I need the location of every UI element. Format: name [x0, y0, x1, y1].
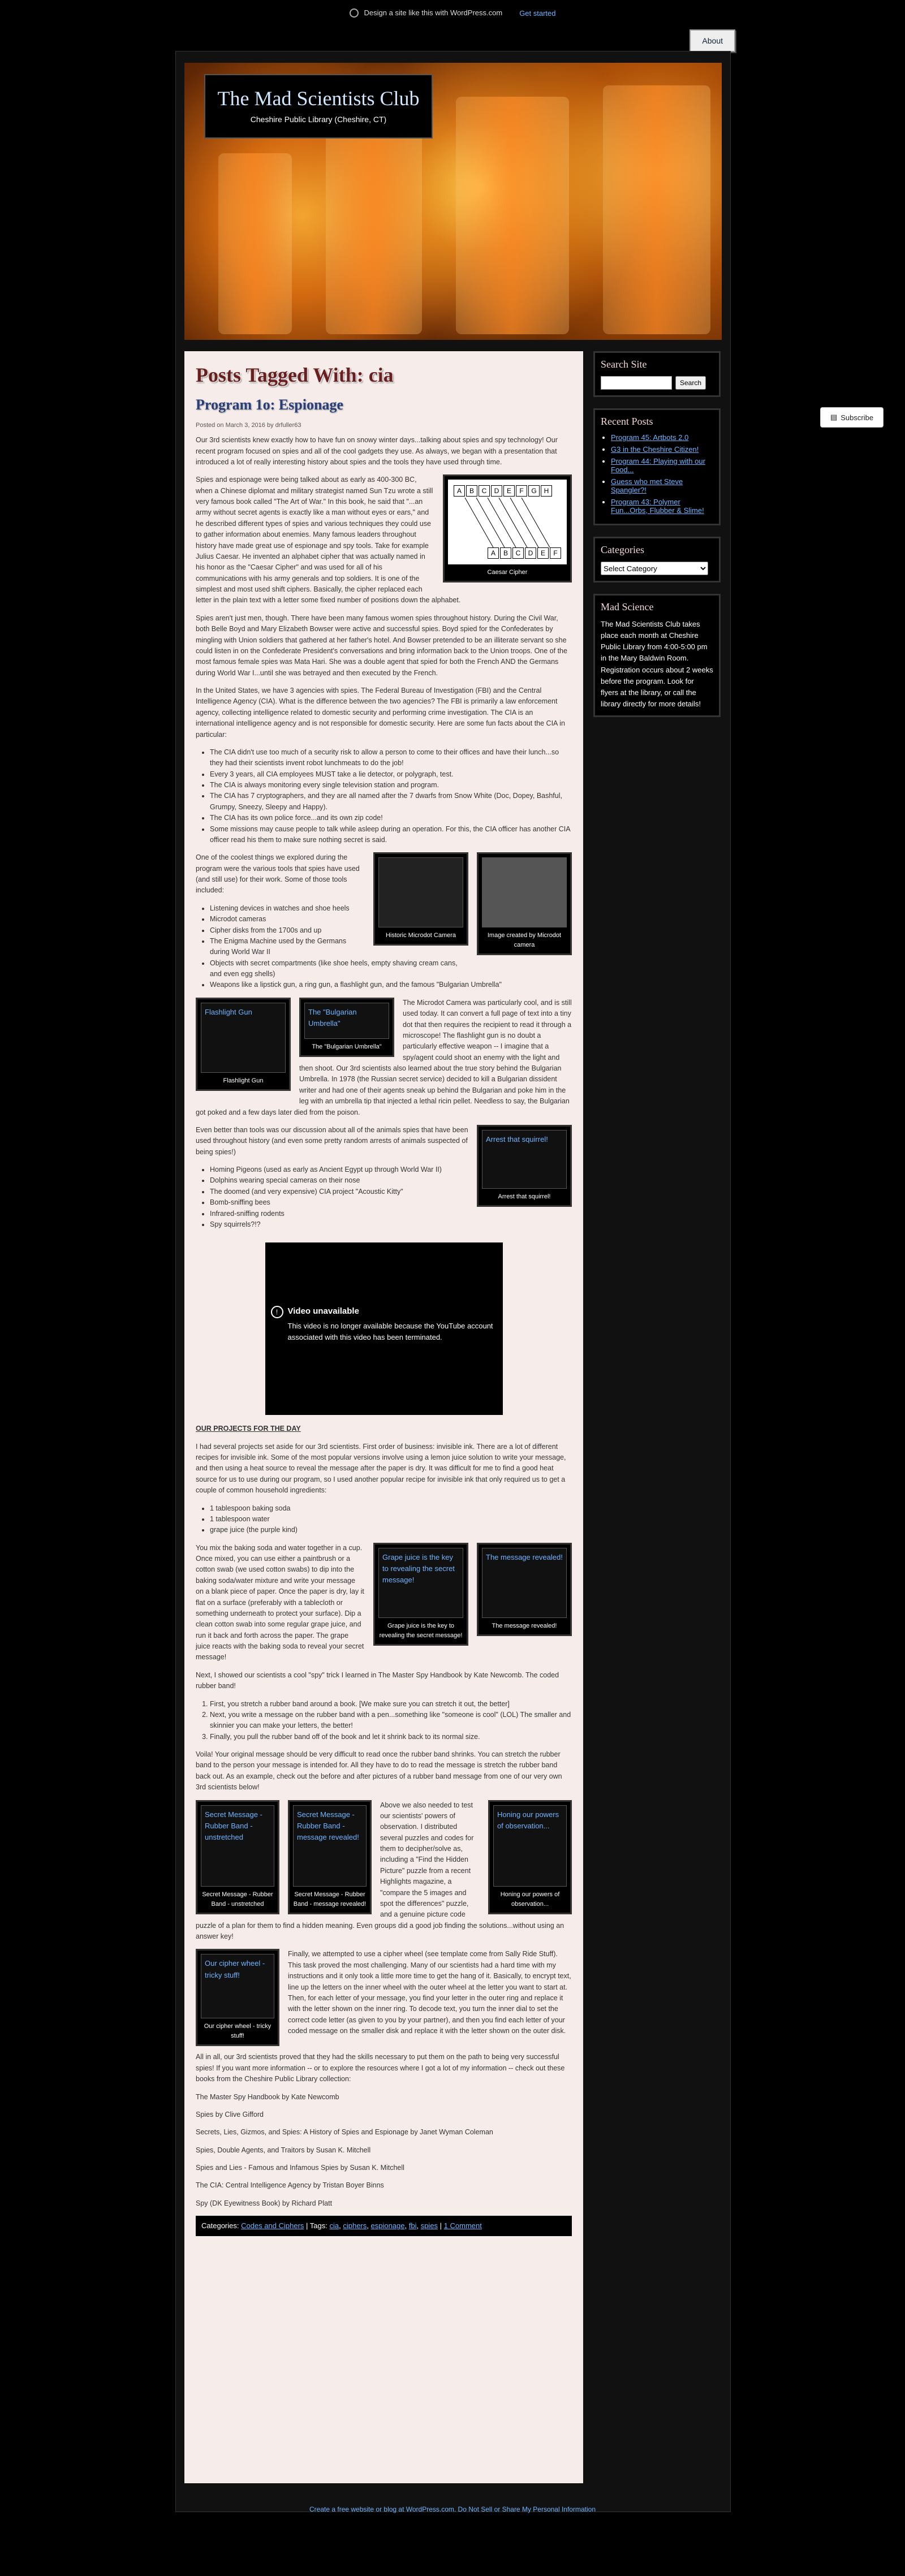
list-item: • grape juice (the purple kind) [210, 1525, 572, 1535]
paragraph: Spies aren't just men, though. There have been many famous women spies throughout history. During the Civil War, both Belle Boyd and Mary Elizabeth Bowser were active and successful spies. Boyd spied for the Confederates by mingling with Union soldiers that gathered at her father's hotel. And Bowser pretended to be an illiterate servant so she could listen in on the Confederate President's conversations and bring information back to the Union troops. One of the most famous female spies was Mata Hari. She was a double agent that spied for both the French AND the Germans during World War I...until she was betrayed and then executed by the French. [196, 614, 567, 677]
figure-rubber-band-revealed[interactable] [288, 1800, 372, 1914]
paragraph: The Microdot Camera was particularly cool, and is still used today. It can convert a full page of text into a tiny dot that then requires the recipient to read it through a microscope! The flashlight gun is no doubt a particularly effective weapon -- I imagine that a spy/agent could shoot an enemy with the light and then shoot. Our 3rd scientists also learned about the true story behind the Bulgarian Umbrella. In 1978 (the Russian secret service) decided to kill a Bulgarian dissident writer and had one of their agents sneak up behind the Bulgarian and poke him in the leg with an umbrella tip that injected a lethal ricin pellet. Needless to say, the Bulgarian got poked and a few days later died from the poison. [196, 998, 572, 1116]
figure-caesar-cipher[interactable] [443, 474, 572, 582]
main-content [184, 351, 583, 2483]
wordpress-logo-icon [350, 8, 359, 18]
figure-caption: Historic Microdot Camera [385, 932, 456, 939]
list-item: • Weapons like a lipstick gun, a ring gun, a flashlight gun, and the famous "Bulgarian Umbrella" [210, 980, 572, 990]
list-item: • Every 3 years, all CIA employees MUST take a lie detector, or polygraph, test. [210, 769, 572, 780]
cipher-letter: C [479, 485, 490, 497]
figure-caption: Secret Message - Rubber Band - message revealed! [293, 1891, 367, 1908]
paragraph: Even better than tools was our discussion about all of the animals spies that have been used throughout history (and even some pretty random arrests of animals suspected of being spies!) [196, 1125, 468, 1156]
cipher-letter: F [516, 485, 527, 497]
message-revealed-image: The message revealed! [482, 1548, 567, 1618]
beaker-image [603, 85, 710, 334]
figure-observation[interactable] [488, 1800, 572, 1914]
ingredients-list [196, 1503, 572, 1536]
flashlight-gun-image: Flashlight Gun [201, 1003, 286, 1073]
figure-squirrel[interactable] [477, 1125, 572, 1207]
beaker-image [326, 131, 422, 334]
microdot-image [482, 857, 567, 927]
tag-link[interactable]: espionage [370, 2221, 405, 2230]
video-unavailable-message [275, 1305, 503, 1343]
get-started-link[interactable]: Get started [519, 8, 556, 18]
rubber-band-revealed-image: Secret Message - Rubber Band - message revealed! [293, 1805, 367, 1887]
figure-caption: Secret Message - Rubber Band - unstretched [202, 1891, 273, 1908]
cipher-bottom-row [488, 547, 562, 559]
microdot-camera-image [378, 857, 463, 927]
cipher-letter: E [503, 485, 515, 497]
book-link[interactable]: Spies and Lies - Famous and Infamous Spies by Susan K. Mitchell [196, 2164, 404, 2172]
rubber-band-unstretched-image: Secret Message - Rubber Band - unstretched [201, 1805, 274, 1887]
recent-post-link[interactable]: G3 in the Cheshire Citizen! [611, 445, 699, 454]
list-item: • Objects with secret compartments (like shoe heels, empty shaving cream cans, and even egg shells) [210, 958, 572, 980]
squirrel-image: Arrest that squirrel! [482, 1130, 567, 1189]
widget-title: Recent Posts [601, 416, 653, 427]
wordpress-promo [350, 8, 503, 18]
categories-widget [593, 537, 721, 582]
paragraph: I had several projects set aside for our 3rd scientists. First order of business: invisible ink. There are a lot of different recipes for invisible ink. Some of the most popular versions involve using a lemon juice solution to write your message, and then using a heat source to reveal the message after the paper is dry. It was difficult for me to find a good heat source for us to use during our program, so I used another popular recipe for invisible ink that only required us to get a couple of common household ingredients: [196, 1442, 566, 1495]
site-header-image [184, 63, 722, 340]
cipher-letter: E [537, 547, 549, 559]
list-item: • Homing Pigeons (used as early as Ancient Egypt up through World War II) [210, 1164, 572, 1175]
paragraph: Our 3rd scientists knew exactly how to have fun on snowy winter days...talking about spies and spy technology! Our recent program focused on spies and all of the cool gadgets they use. As always, we began with a presentation that introduced a lot of really interesting history about spies and the tools they have used through time. [196, 436, 558, 466]
category-link[interactable]: Codes and Ciphers [241, 2221, 304, 2230]
subscribe-icon: ▤ [830, 413, 838, 421]
list-item [611, 477, 713, 494]
figure-grape-juice[interactable] [373, 1543, 468, 1646]
search-widget [593, 351, 721, 397]
wordpress-promo-text: Design a site like this with WordPress.com [364, 8, 503, 17]
list-item: 3. Finally, you pull the rubber band off of the book and let it shrink back to its normal size. [210, 1732, 572, 1742]
paragraph: One of the coolest things we explored during the program were the various tools that spies have used (and still use) for their work. Some of those tools included: [196, 853, 360, 895]
figure-cipher-wheel[interactable] [196, 1949, 279, 2046]
recent-post-link[interactable]: Program 43: Polymer Fun...Orbs, Flubber & Slime! [611, 498, 704, 515]
cipher-letter: A [488, 547, 499, 559]
list-item: • The CIA has its own police force...and its own zip code! [210, 813, 572, 823]
figure-microdot-camera[interactable] [373, 852, 468, 946]
search-input[interactable] [601, 376, 672, 390]
entry-meta: Posted on March 3, 2016 by drfuller63 [196, 422, 301, 429]
figure-caption: Our cipher wheel - tricky stuff! [204, 2023, 272, 2040]
projects-heading: OUR PROJECTS FOR THE DAY [196, 1425, 301, 1433]
widget-title: Search Site [601, 359, 647, 370]
list-item: • Infrared-sniffing rodents [210, 1209, 572, 1219]
figure-flashlight-gun[interactable] [196, 998, 291, 1091]
cipher-letter: B [500, 547, 511, 559]
figure-message-revealed[interactable] [477, 1543, 572, 1636]
list-item: • Bomb-sniffing bees [210, 1197, 572, 1208]
book-link[interactable]: The Master Spy Handbook by Kate Newcomb [196, 2092, 339, 2101]
paragraph: All in all, our 3rd scientists proved that they had the skills necessary to put them on the path to being very successful spies! If you want more information -- or to explore the resources where I got a lot of my information -- check out these books from the Cheshire Public Library collection: [196, 2053, 565, 2083]
paragraph: Above we also needed to test our scientists' powers of observation. I distributed several puzzles and codes for them to decipher/solve as, including a "Find the Hidden Picture" puzzle from a recent Highlights magazine, a "compare the 5 images and spot the differences" puzzle, and a genuine picture code puzzle of a plan for them to find a hidden meaning. Even groups did a good job finding the solutions...without using an answer key! [196, 1801, 564, 1941]
figure-caption: Flashlight Gun [223, 1077, 264, 1084]
list-item: • The Enigma Machine used by the Germans during World War II [210, 936, 572, 958]
book-link[interactable]: The CIA: Central Intelligence Agency by Tristan Boyer Binns [196, 2181, 384, 2190]
list-item: • Dolphins wearing special cameras on their nose [210, 1175, 572, 1186]
umbrella-image: The "Bulgarian Umbrella" [304, 1003, 389, 1039]
site-title[interactable]: The Mad Scientists Club [217, 87, 420, 110]
cipher-letter: H [541, 485, 552, 497]
list-item: • Listening devices in watches and shoe heels [210, 903, 572, 914]
site-title-box [204, 74, 433, 139]
list-item: • Cipher disks from the 1700s and up [210, 925, 572, 936]
list-item: • The CIA didn't use too much of a security risk to allow a person to come to their offices and have their lunch...so they had their scientists invent robot lunchmeats to do the job! [210, 747, 572, 769]
book-link[interactable]: Secrets, Lies, Gizmos, and Spies: A History of Spies and Espionage by Janet Wyman Coleman [196, 2128, 493, 2137]
recent-post-link[interactable]: Guess who met Steve Spangler?! [611, 477, 683, 494]
info-icon: ! [271, 1306, 283, 1318]
cipher-letter: D [491, 485, 502, 497]
figure-microdot-image[interactable] [477, 852, 572, 955]
list-item: • The doomed (and very expensive) CIA project "Acoustic Kitty" [210, 1186, 572, 1197]
list-item: • Some missions may cause people to talk while asleep during an operation. For this, the CIA officer has another CIA officer read his them to make sure nothing secret is said. [210, 824, 572, 846]
book-link[interactable]: Spies, Double Agents, and Traitors by Susan K. Mitchell [196, 2146, 371, 2154]
paragraph: Voila! Your original message should be very difficult to read once the rubber band shrinks. You can stretch the rubber band to the person your message is intended for. All they have to do to read the message is stretch the rubber band back out. As an example, check out the before and after pictures of a rubber band message from one of our very own 3rd scientists below! [196, 1750, 562, 1792]
observation-image: Honing our powers of observation... [493, 1805, 567, 1887]
paragraph: Spies and espionage were being talked about as early as 400-300 BC, when a Chinese diplomat and military strategist named Sun Tzu wrote a still very famous book called "The Art of War." In this book, he said that "...an army without secret agents is exactly like a man without eyes or ears," and he described different types of spies and various techniques they could use to gather information about enemies. Many famous leaders throughout history have made great use of espionage and spy tools. Take for example Julius Caesar. He invented an alphabet cipher that was actually named in his honor as the "Caesar Cipher" and was used for all of his communications with his army generals and top soldiers. It is one of the simplest and most used shift ciphers. Basically, the cipher replaced each letter in the plain text with a letter some fixed number of positions down the alphabet. [196, 476, 461, 605]
categories-select[interactable] [601, 562, 708, 575]
recent-post-link[interactable]: Program 44: Playing with our Food... [611, 457, 705, 474]
paragraph: You mix the baking soda and water together in a cup. Once mixed, you can use either a paintbrush or a cotton swab (we used cotton swabs) to dip into the baking soda/water mixture and write your message on a blank piece of paper. Once the paper is dry, lay it flat on a surface (preferably with a tablecloth or something underneath to protect your surface). Dip a clean cotton swab into some regular grape juice, and run it back and forth across the paper. The grape juice reacts with the baking soda to reveal your secret message! [196, 1543, 364, 1662]
tags-label: Tags: [309, 2221, 327, 2230]
list-item [611, 433, 713, 442]
tag-archive-heading: Posts Tagged With: cia [196, 364, 394, 386]
video-text: This video is no longer available because the YouTube account associated with this video has been terminated. [287, 1321, 493, 1341]
cipher-wheel-image: Our cipher wheel - tricky stuff! [201, 1954, 274, 2018]
figure-caption: Grape juice is the key to revealing the secret message! [379, 1622, 463, 1639]
site-tagline: Cheshire Public Library (Cheshire, CT) [250, 115, 387, 124]
subscribe-button[interactable] [820, 407, 884, 428]
beaker-image [456, 97, 569, 334]
recent-post-link[interactable]: Program 45: Artbots 2.0 [611, 433, 689, 442]
embedded-video[interactable] [265, 1242, 503, 1415]
list-item: • 1 tablespoon water [210, 1514, 572, 1525]
cipher-letter: D [525, 547, 536, 559]
wordpress-top-bar [0, 0, 905, 26]
figure-caption: The message revealed! [492, 1622, 557, 1629]
cipher-letter: G [528, 485, 540, 497]
video-title: Video unavailable [287, 1306, 359, 1317]
list-item: • The CIA has 7 cryptographers, and they are all named after the 7 dwarfs from Snow White (Doc, Dopey, Bashful, Grumpy, Sneezy, Sleepy and Happy). [210, 791, 572, 813]
figure-caption: Caesar Cipher [487, 569, 528, 576]
about-text: The Mad Scientists Club takes place each month at Cheshire Public Library from 4:00-5:00 pm in the Mary Baldwin Room. Registration occurs about 2 weeks before the program. Look for flyers at the library, or call the library directly for more details! [601, 620, 713, 708]
search-button[interactable]: Search [675, 376, 706, 390]
about-widget [593, 594, 721, 717]
cipher-letter: F [550, 547, 561, 559]
paragraph: In the United States, we have 3 agencies with spies. The Federal Bureau of Investigation (FBI) and the Central Intelligence Agency (CIA). What is the difference between the two agencies? The FBI is primarily a law enforcement agency, collecting intelligence related to domestic security and performing crime investigation. The CIA is an international intelligence agency and is not responsible for domestic security. Here are some fun facts about the CIA in particular: [196, 687, 565, 739]
rubber-band-steps [196, 1699, 572, 1743]
tag-link[interactable]: spies [420, 2221, 438, 2230]
beaker-image [218, 153, 292, 334]
cipher-letter: A [454, 485, 465, 497]
comments-link[interactable]: 1 Comment [443, 2221, 482, 2230]
list-item: 1. First, you stretch a rubber band around a book. [We make sure you can stretch it out, the better] [210, 1699, 572, 1710]
list-item: 2. Next, you write a message on the rubber band with a pen...something like "someone is cool" (LOL) The smaller and skinnier you can make your letters, the better! [210, 1710, 572, 1732]
list-item: • The CIA is always monitoring every single television station and program. [210, 780, 572, 791]
sidebar [593, 351, 721, 728]
figure-caption: Honing our powers of observation... [500, 1891, 560, 1908]
grape-juice-image: Grape juice is the key to revealing the secret message! [378, 1548, 463, 1618]
cipher-letter: B [466, 485, 477, 497]
tag-link[interactable]: fbi [408, 2221, 417, 2230]
page-frame [175, 51, 731, 2512]
tag-link[interactable]: cia [329, 2221, 339, 2230]
list-item [611, 457, 713, 474]
book-link[interactable]: Spies by Clive Gifford [196, 2110, 264, 2118]
caesar-cipher-image [448, 480, 567, 564]
cipher-letter: C [512, 547, 524, 559]
figure-caption: The "Bulgarian Umbrella" [312, 1043, 382, 1050]
figure-rubber-band-unstretched[interactable] [196, 1800, 279, 1914]
paragraph: Next, I showed our scientists a cool "spy" trick I learned in The Master Spy Handbook by Kate Newcomb. The coded rubber band! [196, 1671, 559, 1690]
list-item [611, 498, 713, 515]
list-item: • Spy squirrels?!? [210, 1219, 572, 1230]
widget-title: Categories [601, 544, 644, 555]
list-item [611, 445, 713, 454]
tag-link[interactable]: ciphers [343, 2221, 367, 2230]
recent-posts-widget [593, 408, 721, 525]
cia-facts-list [196, 747, 572, 845]
figure-caption: Image created by Microdot camera [487, 932, 562, 949]
about-button[interactable]: About [689, 29, 735, 52]
figure-caption: Arrest that squirrel! [498, 1193, 551, 1200]
list-item: • Microdot cameras [210, 914, 572, 925]
entry-footer: Categories: Codes and Ciphers | Tags: cia, ciphers, espionage, fbi, spies | 1 Comment [196, 2216, 572, 2236]
paragraph: Finally, we attempted to use a cipher wheel (see template come from Sally Ride Stuff). This task proved the most challenging. Many of our scientists had a hard time with my instructions and it only took a little more time to get the hang of it. Basically, to encrypt text, line up the letters on the inner wheel with the outer wheel at the letter you want to start at. Then, for each letter of your message, you find your letter in the outer ring and replace it with the letter shown on the inner ring. To decode text, you turn the inner dial to set the correct code letter (as given to you by your partner), and then you find each letter of your coded message on the smaller disk and replace it with the letter shown on the outer disk. [288, 1950, 571, 2035]
categories-label: Categories: [201, 2221, 239, 2230]
figure-bulgarian-umbrella[interactable] [299, 998, 394, 1057]
entry-title[interactable]: Program 1o: Espionage [196, 396, 343, 413]
subscribe-label: Subscribe [841, 413, 874, 422]
book-link[interactable]: Spy (DK Eyewitness Book) by Richard Platt [196, 2199, 333, 2207]
list-item: • 1 tablespoon baking soda [210, 1503, 572, 1514]
widget-title: Mad Science [601, 601, 654, 612]
site-footer[interactable]: Create a free website or blog at WordPress.com. Do Not Sell or Share My Personal Information [309, 2505, 596, 2513]
